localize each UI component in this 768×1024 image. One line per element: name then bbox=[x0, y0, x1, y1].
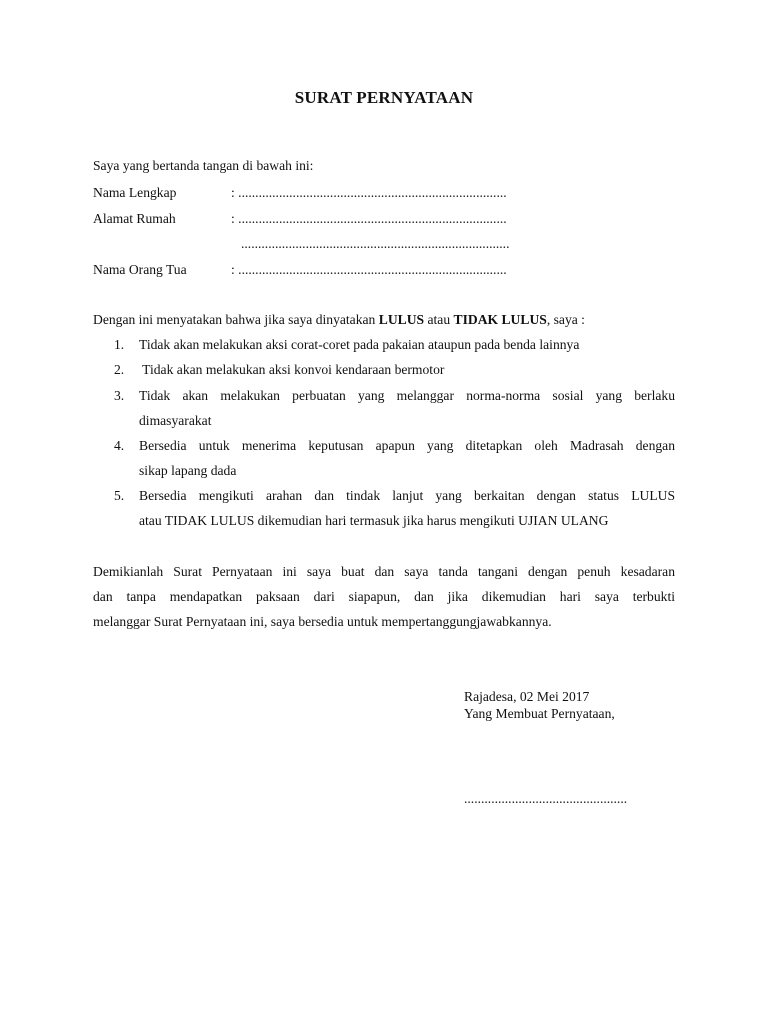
declaration-text bbox=[93, 312, 585, 328]
signature-line: ................................................ bbox=[464, 791, 628, 806]
list-item-number: 3. bbox=[114, 388, 125, 403]
list-item: Bersedia untuk menerima keputusan apapun yang ditetapkan oleh Madrasah dengan bbox=[139, 438, 675, 453]
declaration-tidak-lulus: TIDAK LULUS bbox=[453, 312, 547, 327]
closing-paragraph-line: melanggar Surat Pernyataan ini, saya bersedia untuk mempertanggungjawabkannya. bbox=[93, 614, 552, 629]
list-item-number: 1. bbox=[114, 337, 125, 352]
list-item: Tidak akan melakukan perbuatan yang melanggar norma-norma sosial yang berlaku bbox=[139, 388, 675, 403]
list-item-continuation: dimasyarakat bbox=[139, 413, 212, 428]
field-label-nama-lengkap: Nama Lengkap bbox=[93, 185, 177, 200]
closing-paragraph-line: dan tanpa mendapatkan paksaan dari siapapun, dan jika dikemudian hari saya terbukti bbox=[93, 589, 675, 604]
list-item: Tidak akan melakukan aksi corat-coret pada pakaian ataupun pada benda lainnya bbox=[139, 337, 580, 352]
list-item-number: 2. bbox=[114, 362, 125, 377]
list-item: Tidak akan melakukan aksi konvoi kendaraan bermotor bbox=[139, 362, 445, 377]
list-item-continuation: atau TIDAK LULUS dikemudian hari termasuk jika harus mengikuti UJIAN ULANG bbox=[139, 513, 609, 528]
intro-text: Saya yang bertanda tangan di bawah ini: bbox=[93, 158, 314, 173]
list-item-number: 5. bbox=[114, 488, 125, 503]
field-value-nama-orang-tua: : ............................................................................... bbox=[231, 262, 507, 277]
declaration-atau: atau bbox=[424, 312, 454, 327]
list-item-continuation: sikap lapang dada bbox=[139, 463, 237, 478]
signer-role: Yang Membuat Pernyataan, bbox=[464, 706, 615, 721]
declaration-prefix: Dengan ini menyatakan bahwa jika saya dinyatakan bbox=[93, 312, 379, 327]
document-title: SURAT PERNYATAAN bbox=[294, 88, 474, 107]
list-item-number: 4. bbox=[114, 438, 125, 453]
closing-paragraph-line: Demikianlah Surat Pernyataan ini saya buat dan saya tanda tangani dengan penuh kesadaran bbox=[93, 564, 675, 579]
field-value-nama-lengkap: : ............................................................................... bbox=[231, 185, 507, 200]
place-date: Rajadesa, 02 Mei 2017 bbox=[464, 689, 590, 704]
field-label-nama-orang-tua: Nama Orang Tua bbox=[93, 262, 187, 277]
declaration-lulus: LULUS bbox=[378, 312, 425, 327]
field-value-alamat-rumah-line2: ............................................................................... bbox=[241, 236, 510, 251]
list-item: Bersedia mengikuti arahan dan tindak lanjut yang berkaitan dengan status LULUS bbox=[139, 488, 675, 503]
field-label-alamat-rumah: Alamat Rumah bbox=[93, 211, 176, 226]
declaration-suffix: , saya : bbox=[546, 312, 585, 327]
field-value-alamat-rumah: : ............................................................................... bbox=[231, 211, 507, 226]
